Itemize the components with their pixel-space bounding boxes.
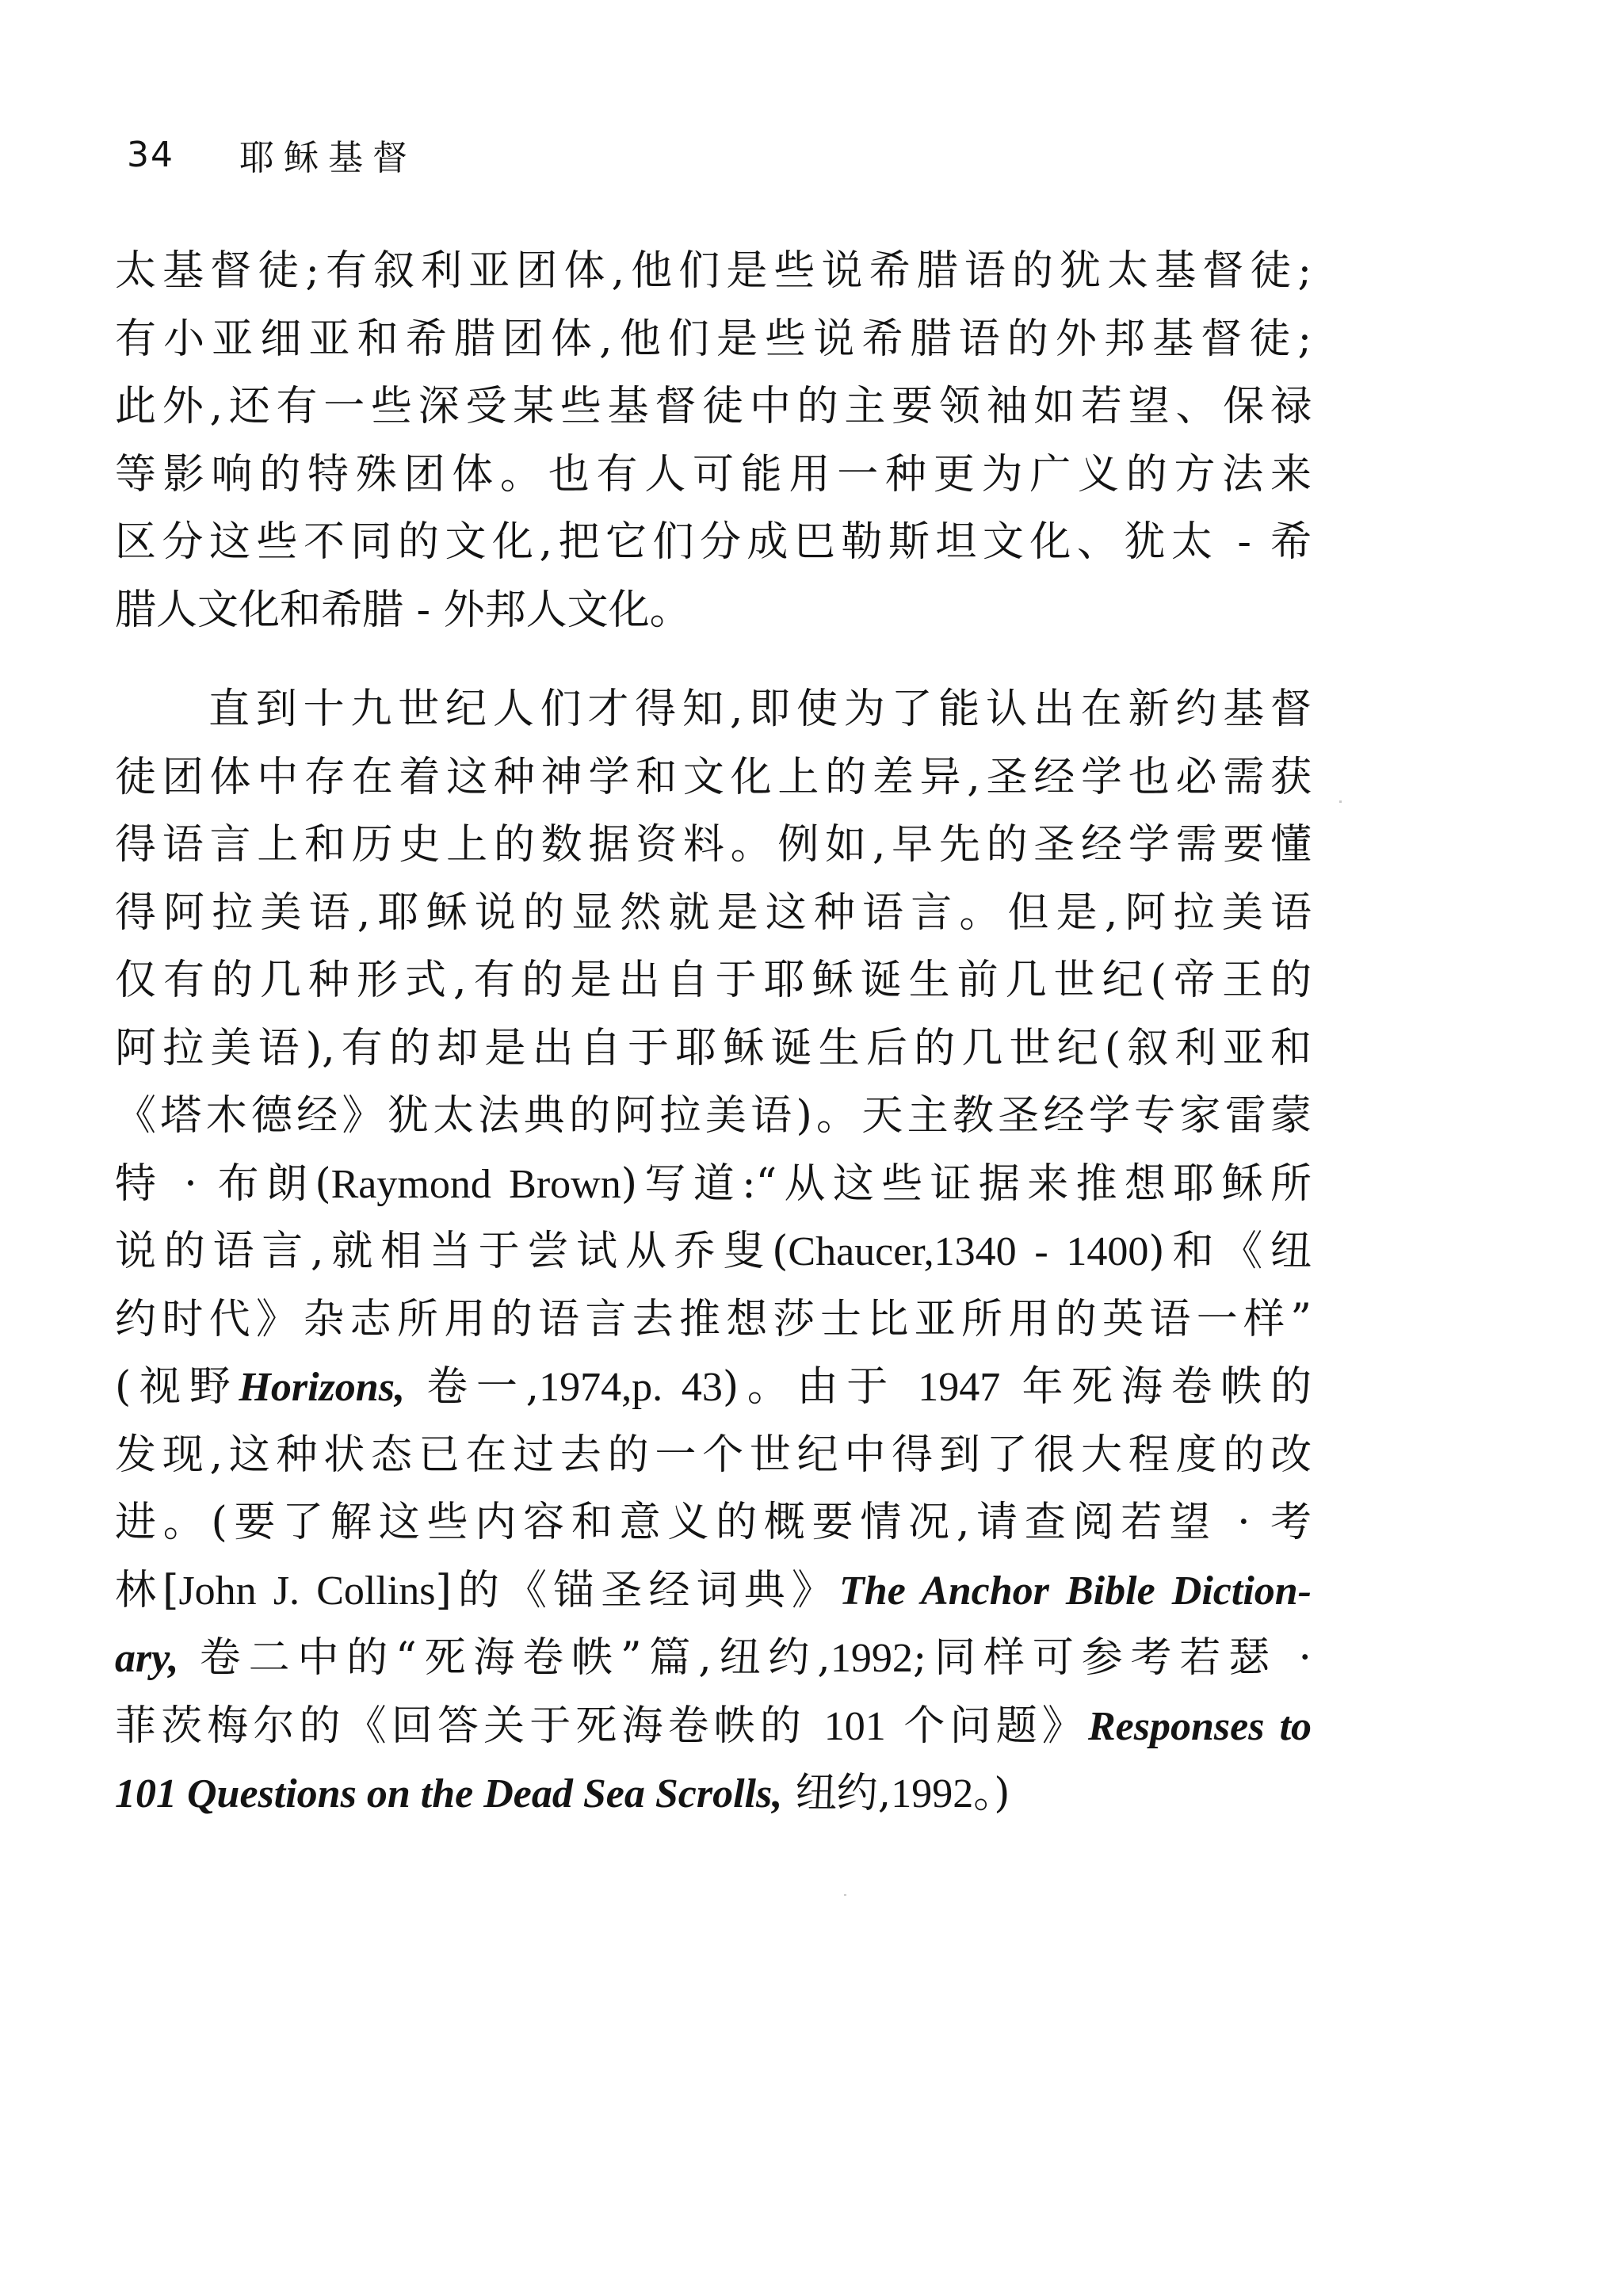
text-segment: Horizons, <box>239 1365 405 1410</box>
text-line <box>115 1151 1312 1219</box>
text-segment: ]的《锚圣经词典》 <box>435 1566 840 1614</box>
text-segment: 1974,p. 43 <box>539 1365 723 1410</box>
text-segment: 有小亚细亚和希腊团体,他们是些说希腊语的外邦基督徒; <box>115 315 1312 363</box>
text-line <box>115 306 1312 374</box>
text-segment: ary, <box>115 1636 179 1681</box>
page-header <box>127 127 417 182</box>
scan-speck <box>1339 800 1342 803</box>
text-line <box>115 744 1312 812</box>
text-segment: 进。(要了解这些内容和意义的概要情况,请查阅若望 · 考 <box>115 1499 1312 1546</box>
text-segment: 仅有的几种形式,有的是出自于耶稣诞生前几世纪(帝王的 <box>115 957 1312 1004</box>
text-segment: (视野 <box>115 1363 239 1411</box>
text-line <box>115 1625 1312 1693</box>
text-segment: 《塔木德经》犹太法典的阿拉美语)。天主教圣经学专家雷蒙 <box>115 1092 1312 1140</box>
text-segment: Chaucer,1340 - 1400 <box>788 1229 1149 1274</box>
text-segment: Responses to <box>1087 1703 1312 1749</box>
text-segment: 卷二中的“死海卷帙”篇,纽约, <box>178 1634 831 1682</box>
text-line <box>115 1015 1312 1083</box>
text-segment: 得阿拉美语,耶稣说的显然就是这种语言。但是,阿拉美语 <box>115 888 1312 937</box>
text-segment: )和《纽 <box>1148 1228 1312 1275</box>
text-segment: 徒团体中存在着这种神学和文化上的差异,圣经学也必需获 <box>115 753 1312 801</box>
text-line <box>115 1218 1312 1286</box>
text-line <box>115 509 1312 577</box>
text-segment: John J. Collins <box>178 1568 436 1614</box>
text-line <box>115 441 1312 510</box>
text-line <box>115 1422 1312 1490</box>
page-number: 34 <box>127 134 174 175</box>
running-title: 耶稣基督 <box>239 138 417 178</box>
text-line <box>115 812 1312 880</box>
text-segment: 纽约, <box>782 1770 892 1817</box>
text-segment: 说的语言,就相当于尝试从乔叟( <box>115 1228 789 1275</box>
text-segment: 特 · 布朗( <box>115 1159 331 1208</box>
text-segment: 菲茨梅尔的《回答关于死海卷帙的 <box>115 1702 824 1750</box>
text-segment: 区分这些不同的文化,把它们分成巴勒斯坦文化、犹太 - 希 <box>115 518 1312 566</box>
text-segment: 阿拉美语),有的却是出自于耶稣诞生后的几世纪(叙利亚和 <box>115 1024 1312 1072</box>
text-segment: )写道:“从这些证据来推想耶稣所 <box>621 1159 1312 1208</box>
text-segment: 腊人文化和希腊 - 外邦人文化。 <box>115 586 691 634</box>
text-segment: 1992 <box>891 1771 974 1817</box>
text-line <box>115 1489 1312 1557</box>
text-line <box>115 880 1312 948</box>
text-segment: 个问题》 <box>885 1702 1088 1750</box>
text-line <box>115 373 1312 441</box>
text-line <box>115 238 1312 306</box>
body-text <box>115 238 1312 1828</box>
text-segment: 101 <box>823 1703 886 1749</box>
text-segment: ;同样可参考若瑟 · <box>912 1634 1312 1682</box>
text-line <box>115 1693 1312 1761</box>
text-line <box>115 947 1312 1015</box>
text-segment: 直到十九世纪人们才得知,即使为了能认出在新约基督 <box>208 686 1312 733</box>
text-segment: 年死海卷帙的 <box>1000 1363 1312 1411</box>
text-segment: 等影响的特殊团体。也有人可能用一种更为广义的方法来 <box>115 450 1312 499</box>
text-segment: Raymond Brown <box>330 1161 621 1207</box>
text-line <box>115 1286 1312 1354</box>
text-segment: 1947 <box>918 1365 1001 1410</box>
text-line <box>115 676 1312 744</box>
text-segment: 1992 <box>830 1636 913 1681</box>
text-segment: 此外,还有一些深受某些基督徒中的主要领袖如若望、保禄 <box>115 383 1312 430</box>
text-line <box>115 1557 1312 1626</box>
paragraph-gap <box>115 644 1312 676</box>
text-segment: 林[ <box>115 1566 179 1614</box>
text-segment: 发现,这种状态已在过去的一个世纪中得到了很大程度的改 <box>115 1431 1312 1479</box>
text-line <box>115 1083 1312 1151</box>
text-segment: 得语言上和历史上的数据资料。例如,早先的圣经学需要懂 <box>115 821 1312 869</box>
text-segment: The Anchor Bible Diction- <box>839 1568 1312 1614</box>
scan-speck <box>844 1894 846 1896</box>
text-segment: 约时代》杂志所用的语言去推想莎士比亚所用的英语一样” <box>115 1295 1312 1343</box>
text-segment: 卷一, <box>404 1363 540 1411</box>
text-segment: 太基督徒;有叙利亚团体,他们是些说希腊语的犹太基督徒; <box>115 247 1312 295</box>
text-segment: 101 Questions on the Dead Sea Scrolls, <box>115 1771 783 1817</box>
text-segment: 。) <box>973 1770 1010 1817</box>
text-line <box>115 577 1312 645</box>
text-line <box>115 1354 1312 1422</box>
text-line <box>115 1760 1312 1828</box>
text-segment: )。由于 <box>722 1363 918 1411</box>
